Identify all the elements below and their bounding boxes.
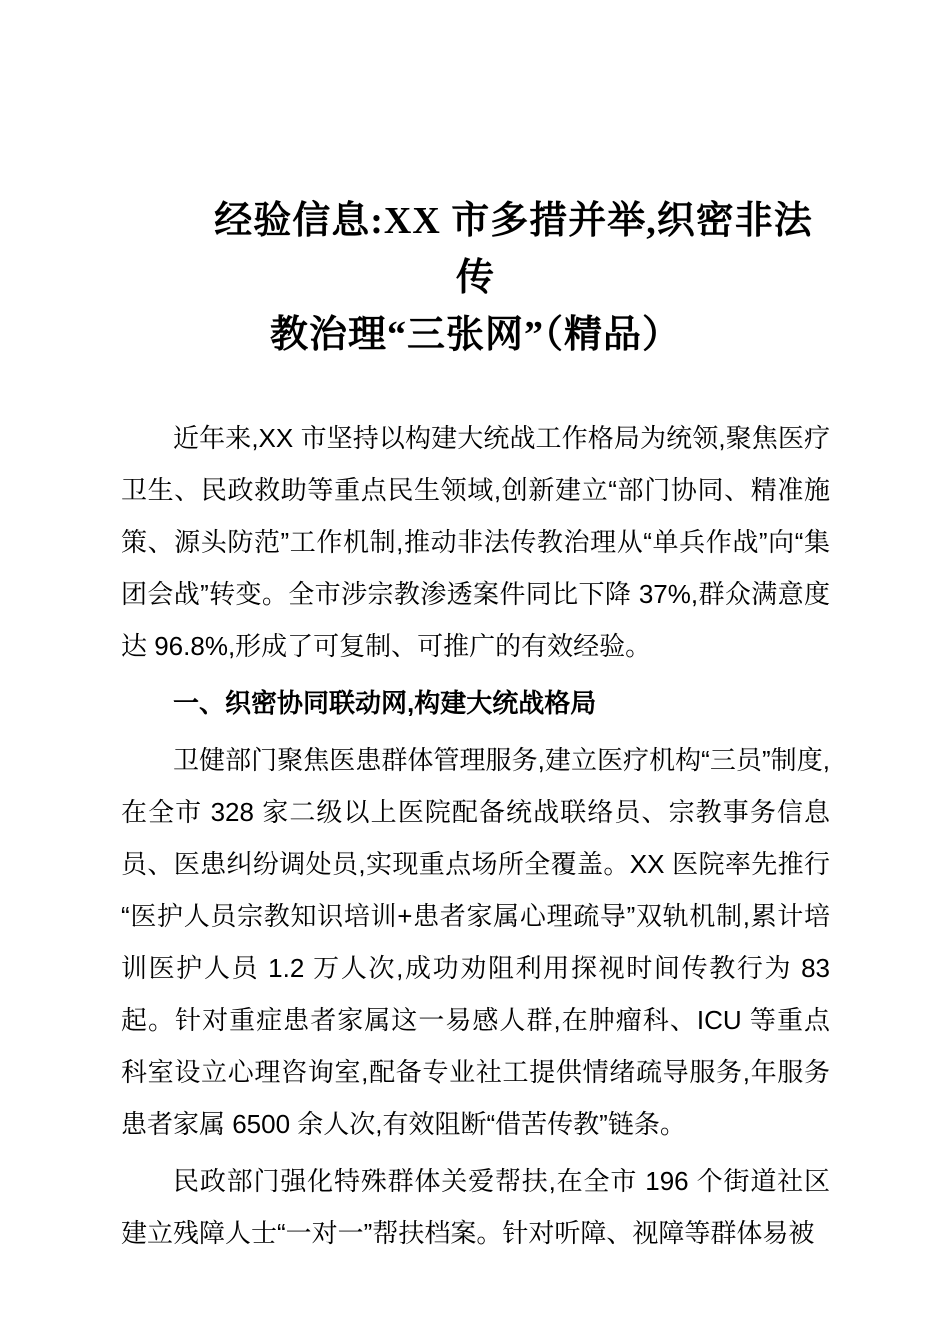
paragraph-health-dept: 卫健部门聚焦医患群体管理服务,建立医疗机构“三员”制度,在全市 328 家二级以上医院配备统战联络员、宗教事务信息员、医患纠纷调处员,实现重点场所全覆盖。XX 医院率先推行“医护人员宗教知识培训+患者家属心理疏导”双轨机制,累计培训医护人员 1.2 万人次,成功劝阻利用探视时间传教行为 83 起。针对重症患者家属这一易感人群,在肿瘤科、ICU 等重点科室设立心理咨询室,配备专业社工提供情绪疏导服务,年服务患者家属 6500 余人次,有效阻断“借苦传教”链条。 [121,745,830,1139]
paragraph-civil-affairs-dept: 民政部门强化特殊群体关爱帮扶,在全市 196 个街道社区建立残障人士“一对一”帮扶档案。针对听障、视障等群体易被 [121,1166,830,1248]
title-line-1: 经验信息:XX 市多措并举,织密非法传 [214,200,813,299]
paragraph-intro: 近年来,XX 市坚持以构建大统战工作格局为统领,聚焦医疗卫生、民政救助等重点民生领域,创新建立“部门协同、精准施策、源头防范”工作机制,推动非法传教治理从“单兵作战”向“集团会战”转变。全市涉宗教渗透案件同比下降 37%,群众满意度达 96.8%,形成了可复制、可推广的有效经验。 [121,423,830,661]
document-title [121,193,830,364]
section-heading-1: 一、织密协同联动网,构建大统战格局 [173,688,597,718]
title-line-2: 教治理“三张网”（精品） [269,314,681,356]
